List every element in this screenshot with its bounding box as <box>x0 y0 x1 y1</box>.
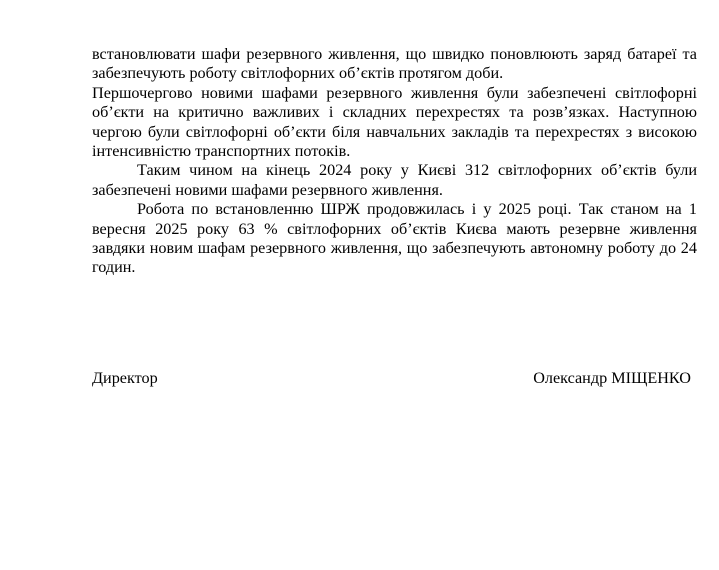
document-body <box>92 45 697 278</box>
paragraph-2024-summary: Таким чином на кінець 2024 року у Києві 312 світлофорних об’єктів були забезпечені новими шафами резервного живлення. <box>92 161 697 199</box>
signature-block <box>92 368 691 388</box>
paragraph-2025-progress: Робота по встановленню ШРЖ продовжилась і у 2025 році. Так станом на 1 вересня 2025 року 63 % світлофорних об’єктів Києва мають резервне живлення завдяки новим шафам резервного живлення, що забезпечують автономну роботу до 24 годин. <box>92 200 697 277</box>
signature-position: Директор <box>92 369 158 387</box>
signature-name: Олександр МІЩЕНКО <box>533 369 691 387</box>
paragraph-continuation: встановлювати шафи резервного живлення, що швидко поновлюють заряд батареї та забезпечують роботу світлофорних об’єктів протягом доби. <box>92 45 697 83</box>
paragraph-priority-objects: Першочергово новими шафами резервного живлення були забезпечені світлофорні об’єкти на критично важливих і складних перехрестях та розв’язках. Наступною чергою були світлофорні об’єкти біля навчальних закладів та перехрестях з високою інтенсивністю транспортних потоків. <box>92 83 697 161</box>
